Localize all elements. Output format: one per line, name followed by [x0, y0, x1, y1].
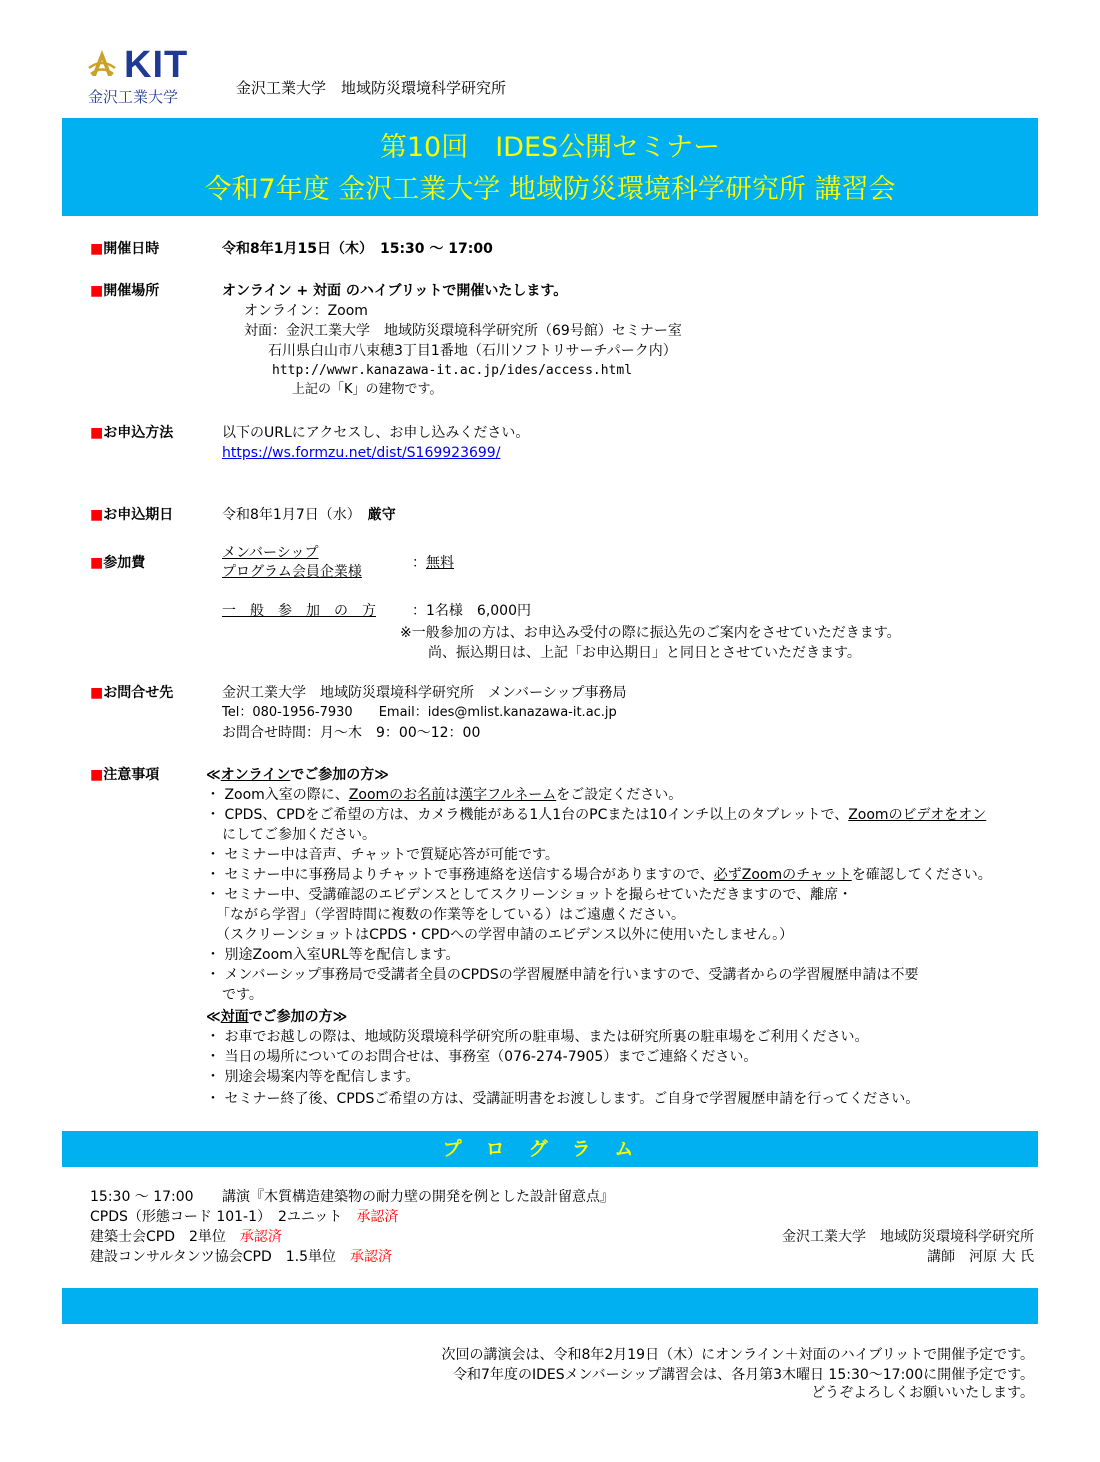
program-cpds: CPDS（形態コード 101-1） 2ユニット 承認済 [90, 1209, 399, 1225]
label-apply: ■お申込方法 [90, 425, 174, 441]
label-notes: ■注意事項 [90, 767, 160, 783]
label-deadline: ■お申込期日 [90, 507, 174, 523]
note-online-7-cont: です。 [222, 987, 263, 1003]
footer-line1: 次回の講演会は、令和8年2月19日（木）にオンライン＋対面のハイブリットで開催予定です。 [441, 1347, 1034, 1363]
note-online-5-cont: 「ながら学習」（学習時間に複数の作業等をしている）はご遠慮ください。 [216, 907, 685, 923]
note-online-3: ・ セミナー中は音声、チャットで質疑応答が可能です。 [206, 847, 559, 863]
program-consul: 建設コンサルタンツ協会CPD 1.5単位 承認済 [90, 1249, 393, 1265]
logo-subtitle: 金沢工業大学 [88, 88, 179, 106]
venue-lead: オンライン + 対面 のハイブリットで開催いたします。 [222, 283, 568, 299]
label-fee: ■参加費 [90, 555, 146, 571]
contact-tel-email: Tel：080-1956-7930 Email：ides@mlist.kanazawa-it.ac.jp [222, 705, 617, 720]
apply-text: 以下のURLにアクセスし、お申し込みください。 [222, 425, 530, 441]
fee-member-line2: プログラム会員企業様 [222, 564, 362, 580]
program-title: プログラム [442, 1138, 658, 1160]
program-lecture: 講演『木質構造建築物の耐力壁の開発を例とした設計留意点』 [222, 1189, 614, 1205]
note-f2f-4: ・ セミナー終了後、CPDSご希望の方は、受講証明書をお渡しします。ご自身で学習履歴申請を行ってください。 [206, 1091, 920, 1107]
note-online-5-paren: （スクリーンショットはCPDS・CPDへの学習申請のエビデンス以外に使用いたしません。） [216, 927, 794, 943]
fee-note1: ※一般参加の方は、お申込み受付の際に振込先のご案内をさせていただきます。 [400, 625, 901, 641]
note-online-6: ・ 別途Zoom入室URL等を配信します。 [206, 947, 460, 963]
cpds-status: 承認済 [356, 1209, 399, 1225]
program-kenchiku: 建築士会CPD 2単位 承認済 [90, 1229, 282, 1245]
marker-square: ■ [90, 241, 104, 257]
banner-title-line1: 第10回 IDES公開セミナー [379, 132, 721, 163]
note-f2f-3: ・ 別途会場案内等を配信します。 [206, 1069, 420, 1085]
contact-org: 金沢工業大学 地域防災環境科学研究所 メンバーシップ事務局 [222, 685, 627, 701]
contact-hours: お問合せ時間：月〜木 9：00〜12：00 [222, 725, 481, 741]
banner-title-line2: 令和7年度 金沢工業大学 地域防災環境科学研究所 講習会 [204, 174, 896, 205]
notes-facetoface-heading: ≪対面でご参加の方≫ [206, 1009, 348, 1025]
note-f2f-1: ・ お車でお越しの際は、地域防災環境科学研究所の駐車場、または研究所裏の駐車場をご利用ください。 [206, 1029, 869, 1045]
fee-member-line1: メンバーシップ [222, 545, 319, 561]
note-f2f-2: ・ 当日の場所についてのお問合せは、事務室（076-274-7905）までご連絡ください。 [206, 1049, 758, 1065]
apply-link[interactable]: https://ws.formzu.net/dist/S169923699/ [222, 445, 501, 461]
note-online-1: ・ Zoom入室の際に、Zoomのお名前は漢字フルネームをご設定ください。 [206, 787, 683, 803]
footer-line2: 令和7年度のIDESメンバーシップ講習会は、各月第3木曜日 15:30〜17:00に開催予定です。 [453, 1367, 1034, 1383]
note-online-2-cont: にしてご参加ください。 [222, 827, 376, 843]
deadline-date: 令和8年1月7日（水） 厳守 [222, 507, 396, 523]
venue-address: 石川県白山市八束穂3丁目1番地（石川ソフトリサーチパーク内） [268, 343, 677, 359]
notes-online-heading: ≪オンラインでご参加の方≫ [206, 767, 389, 783]
fee-note2: 尚、振込期日は、上記「お申込期日」と同日とさせていただきます。 [428, 645, 861, 661]
program-time: 15:30 〜 17:00 [90, 1189, 194, 1205]
fee-general-price: ：1名様 6,000円 [412, 603, 531, 619]
venue-note: 上記の「K」の建物です。 [292, 382, 443, 397]
kenchiku-status: 承認済 [239, 1229, 282, 1245]
label-venue: ■開催場所 [90, 283, 160, 299]
note-online-4: ・ セミナー中に事務局よりチャットで事務連絡を送信する場合がありますので、必ずZoomのチャットを確認してください。 [206, 867, 992, 883]
consul-status: 承認済 [350, 1249, 393, 1265]
note-online-7: ・ メンバーシップ事務局で受講者全員のCPDSの学習履歴申請を行いますので、受講者からの学習履歴申請は不要 [206, 967, 919, 983]
deadline-strict: 厳守 [367, 507, 396, 523]
bottom-banner [62, 1288, 1038, 1324]
venue-access-url[interactable]: http://wwwr.kanazawa-it.ac.jp/ides/access.html [272, 363, 633, 378]
fee-general-label: 一 般 参 加 の 方 [222, 603, 376, 619]
fee-member-price: ：無料 [412, 555, 454, 571]
note-online-2: ・ CPDS、CPDをご希望の方は、カメラ機能がある1人1台のPCまたは10インチ以上のタブレットで、Zoomのビデオをオン [206, 807, 987, 823]
venue-inperson: 対面：金沢工業大学 地域防災環境科学研究所（69号館）セミナー室 [244, 323, 682, 339]
speaker-name: 講師 河原 大 氏 [927, 1249, 1034, 1265]
logo-text: KIT [124, 44, 189, 86]
note-online-5: ・ セミナー中、受講確認のエビデンスとしてスクリーンショットを撮らせていただきますので、離席・ [206, 887, 853, 903]
label-date: ■開催日時 [90, 241, 160, 257]
label-contact: ■お問合せ先 [90, 685, 174, 701]
footer-line3: どうぞよろしくお願いいたします。 [811, 1385, 1034, 1401]
venue-online: オンライン：Zoom [244, 303, 368, 319]
speaker-org: 金沢工業大学 地域防災環境科学研究所 [782, 1229, 1034, 1245]
kit-logo-mark [86, 48, 118, 80]
event-datetime: 令和8年1月15日（木） 15:30 〜 17:00 [222, 241, 493, 257]
institute-name: 金沢工業大学 地域防災環境科学研究所 [236, 79, 507, 97]
